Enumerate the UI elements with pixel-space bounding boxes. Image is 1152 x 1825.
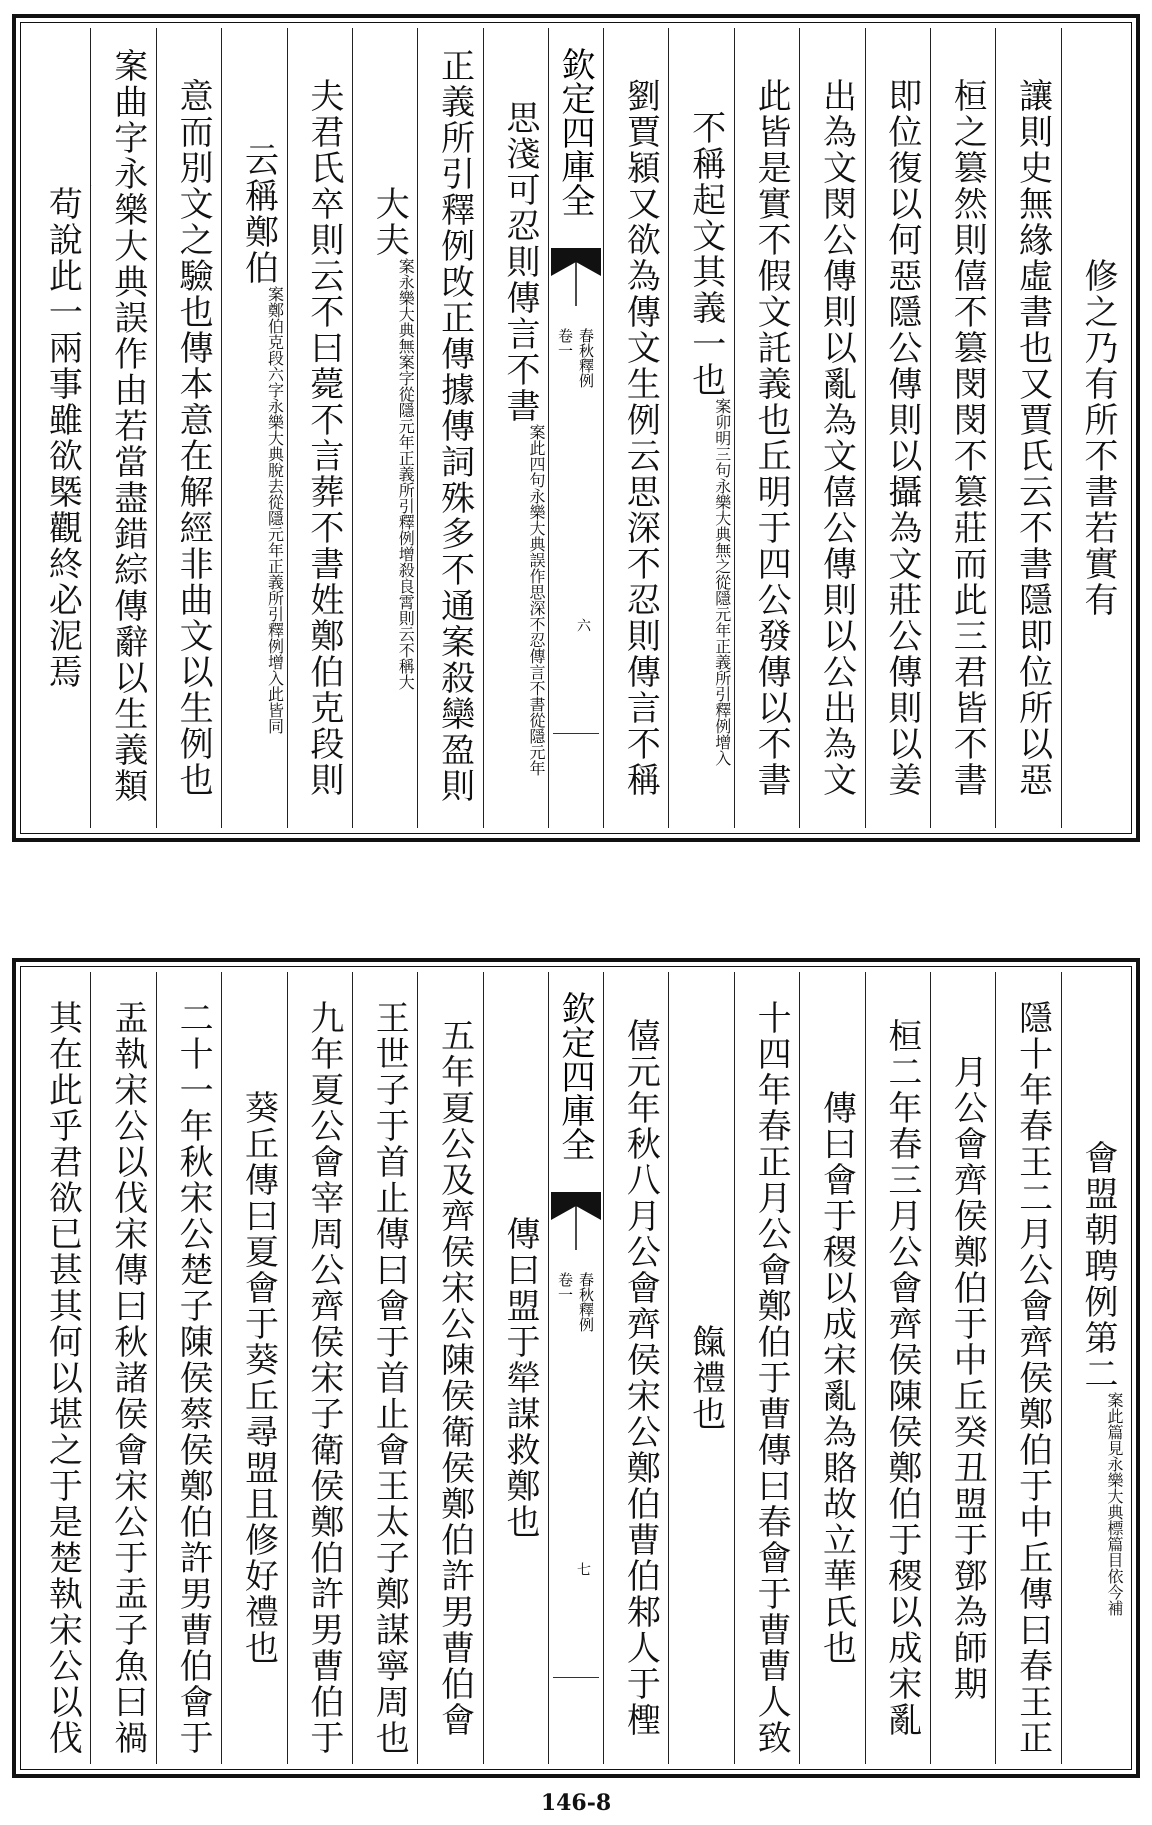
text-column <box>603 972 668 1764</box>
column-text: 正義所引釋例攺正傳據傳詞殊多不通案殺欒盈則 <box>434 48 475 804</box>
text-column <box>995 972 1060 1764</box>
text-column <box>930 972 995 1764</box>
text-column <box>734 28 799 828</box>
column-text: 王世子于首止傳曰會于首止會王太子鄭謀寧周也 <box>369 1000 410 1756</box>
text-column <box>287 28 352 828</box>
column-text: 修之乃有所不書若實有 <box>1078 258 1118 618</box>
text-column <box>930 28 995 828</box>
annotation-note: 案卯明三句永樂大典無之從隱元年正義所引釋例增入 <box>712 398 732 766</box>
text-column <box>799 28 864 828</box>
text-column <box>90 28 155 828</box>
column-text: 苟說此一兩事雖欲槩觀終必泥焉 <box>42 186 83 690</box>
column-text: 出為文閔公傳則以亂為文僖公傳則以公出為文 <box>816 78 857 798</box>
column-text: 夫君氏卒則云不曰薨不言葬不書姓鄭伯克段則 <box>303 78 344 798</box>
text-column <box>90 972 155 1764</box>
volume-label: 卷一 <box>556 328 574 358</box>
column-text: 傳曰會于稷以成宋亂為賂故立華氏也 <box>816 1090 857 1666</box>
text-column <box>668 28 733 828</box>
column-text: 餼禮也 <box>685 1324 726 1432</box>
column-text: 案曲字永樂大典誤作由若當盡錯綜傳辭以生義類 <box>107 48 148 804</box>
fold-rule <box>553 733 599 734</box>
book-subtitle: 春秋釋例 <box>577 328 595 388</box>
fish-tail-mark-icon <box>549 1190 603 1250</box>
annotation-note: 案永樂大典無案字從隱元年正義所引釋例增殺良霄則云不稱大 <box>396 258 416 690</box>
text-column <box>156 972 221 1764</box>
leaf-number: 七 <box>575 1562 591 1576</box>
text-column <box>668 972 733 1764</box>
column-text: 二十一年秋宋公楚子陳侯蔡侯鄭伯許男曹伯會于 <box>173 1000 214 1756</box>
column-text: 思淺可忍則傳言不書 <box>500 100 540 424</box>
text-column <box>483 972 548 1764</box>
column-text: 此皆是實不假文託義也丘明于四公發傳以不書 <box>751 78 792 798</box>
fish-tail-mark-icon <box>549 246 603 306</box>
column-text: 十四年春正月公會鄭伯于曹傳曰春會于曹曹人致 <box>751 1000 792 1756</box>
text-column <box>26 972 90 1764</box>
text-column <box>352 28 417 828</box>
column-text: 桓二年春三月公會齊侯陳侯鄭伯于稷以成宋亂 <box>881 1018 922 1738</box>
text-column <box>287 972 352 1764</box>
column-text: 不稱起文其義一也 <box>685 110 726 398</box>
text-column <box>799 972 864 1764</box>
text-column <box>734 972 799 1764</box>
column-text: 九年夏公會宰周公齊侯宋子衛侯鄭伯許男曹伯于 <box>303 1000 344 1756</box>
annotation-note: 案此篇見永樂大典標篇目依今補 <box>1105 1392 1124 1616</box>
leaf-number: 六 <box>575 618 591 632</box>
text-column <box>417 28 482 828</box>
text-column <box>221 972 286 1764</box>
text-column <box>995 28 1060 828</box>
column-text: 意而別文之驗也傳本意在解經非曲文以生例也 <box>173 78 214 798</box>
column-text: 云稱鄭伯 <box>238 142 279 286</box>
column-text: 僖元年秋八月公會齊侯宋公鄭伯曹伯邾人于檉 <box>620 1018 661 1738</box>
bottom-page <box>12 958 1140 1778</box>
top-page <box>12 14 1140 842</box>
text-column <box>603 28 668 828</box>
annotation-note: 案此四句永樂大典誤作思深不忍傳言不書從隱元年 <box>527 424 546 776</box>
page-number: 146-8 <box>540 1790 612 1816</box>
text-column <box>865 28 930 828</box>
column-text: 葵丘傳曰夏會于葵丘尋盟且修好禮也 <box>238 1090 279 1666</box>
text-column <box>221 28 286 828</box>
text-column <box>1061 28 1126 828</box>
column-text: 讓則史無緣虛書也又賈氏云不書隱即位所以惡 <box>1012 78 1053 798</box>
text-column <box>26 28 90 828</box>
column-text: 月公會齊侯鄭伯于中丘癸丑盟于鄧為師期 <box>947 1054 988 1702</box>
top-columns <box>26 28 1126 828</box>
column-text: 桓之篡然則僖不篡閔閔不篡莊而此三君皆不書 <box>947 78 988 798</box>
column-text: 劉賈潁又欲為傳文生例云思深不忍則傳言不稱 <box>620 78 661 798</box>
text-column <box>417 972 482 1764</box>
fold-rule <box>553 1677 599 1678</box>
volume-label: 卷一 <box>556 1272 574 1302</box>
annotation-note: 案鄭伯克段六字永樂大典脫去從隱元年正義所引釋例增入此皆同 <box>265 286 285 734</box>
text-column <box>156 28 221 828</box>
column-text: 大夫 <box>369 186 410 258</box>
center-fold-column <box>548 28 603 828</box>
text-column <box>352 972 417 1764</box>
bottom-columns <box>26 972 1126 1764</box>
column-text: 會盟朝聘例第二 <box>1078 1140 1118 1392</box>
text-column <box>865 972 930 1764</box>
book-title: 欽定四庫全 <box>555 47 595 217</box>
column-text: 即位復以何惡隱公傳則以攝為文莊公傳則以姜 <box>881 78 922 798</box>
column-text: 五年夏公及齊侯宋公陳侯衛侯鄭伯許男曹伯會 <box>434 1018 475 1738</box>
column-text: 盂執宋公以伐宋傳曰秋諸侯會宋公于盂子魚曰禍 <box>107 1000 148 1756</box>
column-text: 隱十年春王二月公會齊侯鄭伯于中丘傳曰春王正 <box>1012 1000 1053 1756</box>
column-text: 傳曰盟于犖謀救鄭也 <box>500 1216 540 1540</box>
column-text: 其在此乎君欲已甚其何以堪之于是楚執宋公以伐 <box>42 1000 83 1756</box>
book-title: 欽定四庫全 <box>555 991 595 1161</box>
text-column <box>1061 972 1126 1764</box>
book-subtitle: 春秋釋例 <box>577 1272 595 1332</box>
text-column <box>483 28 548 828</box>
center-fold-column <box>548 972 603 1764</box>
